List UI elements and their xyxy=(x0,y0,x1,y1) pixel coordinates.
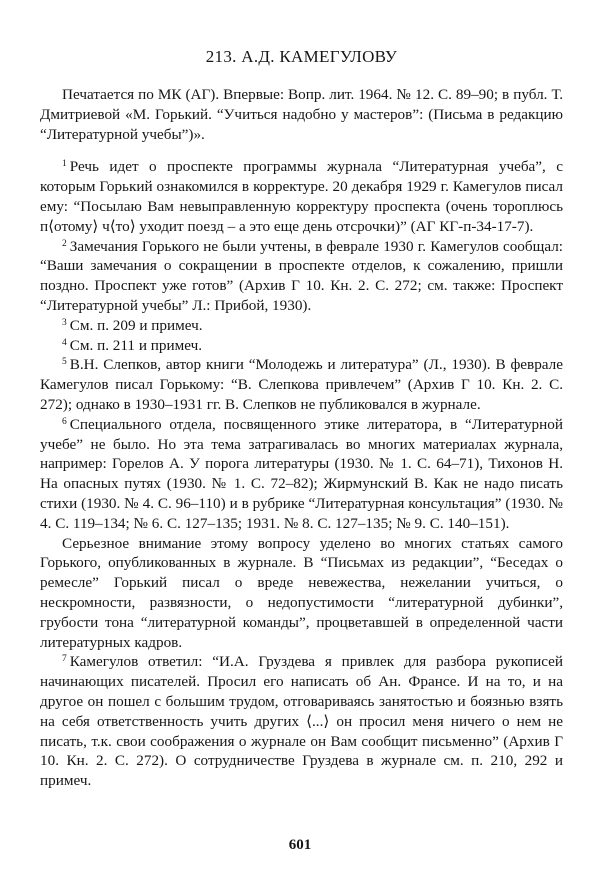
footnote-4 xyxy=(40,336,563,356)
page-number: 601 xyxy=(288,837,312,853)
footnote-7 xyxy=(40,652,563,791)
footnote-text: Специального отдела, посвященного этике литератора, в “Литературной учебе” не было. Но эта тема затрагивалась во многих материалах журнала, например: Горелов А. У порога литературы (1930. № 1. С. 64–71), Тихонов Н. На опасных путях (1930. № 1. С. 72–82); Жирмунский В. Как не надо писать стихи (1930. № 4. С. 96–110) и в рубрике “Литературная консультация” (1930. № 4. С. 119–134; № 6. С. 127–135; 1931. № 8. С. 127–135; № 9. С. 140–151). xyxy=(40,415,563,532)
footnote-number: 7 xyxy=(62,654,67,665)
footnote-6-continuation xyxy=(40,534,563,653)
footnote-text: Серьезное внимание этому вопросу уделено во многих статьях самого Горького, опубликованных в журнале. В “Письмах из редакции”, “Беседах о ремесле” Горький писал о вреде невежества, нежелании учиться, о нескромности, развязности, о недопустимости “литературной дубинки”, грубости тона “литературной команды”, процветавшей в определенной части литературных кадров. xyxy=(40,534,563,651)
footnote-text: Замечания Горького не были учтены, в феврале 1930 г. Камегулов сообщал: “Ваши замечания о сокращении в проспекте отделов, к сожалению, пришли поздно. Проспект уже готов” (Архив Г 10. Кн. 2. С. 272; см. также: Проспект “Литературной учебы” Л.: Прибой, 1930). xyxy=(40,237,563,314)
footnote-text: В.Н. Слепков, автор книги “Молодежь и литература” (Л., 1930). В феврале Камегулов писал Горькому: “В. Слепкова привлечем” (Архив Г 10. Кн. 2. С. 272); однако в 1930–1931 гг. В. Слепков не публиковался в журнале. xyxy=(40,356,563,413)
footnote-number: 3 xyxy=(62,317,67,328)
footnote-number: 6 xyxy=(62,416,67,427)
publication-note: Печатается по МК (АГ). Впервые: Вопр. лит. 1964. № 12. С. 89–90; в публ. Т. Дмитриевой «М. Горький. “Учиться надобно у мастеров”: (Письма в редакцию “Литературной учебы”)». xyxy=(40,86,563,143)
footnote-text: Речь идет о проспекте программы журнала “Литературная учеба”, с которым Горький ознакомился в корректуре. 20 декабря 1929 г. Камегулов писал ему: “Посылаю Вам невыправленную корректуру проспекта (очень тороплюсь п⟨отому⟩ ч⟨то⟩ уходит поезд – а это еще день отсрочки)” (АГ КГ-п-34-17-7). xyxy=(40,158,563,235)
footnote-text: См. п. 211 и примеч. xyxy=(69,336,203,354)
footnote-text: Камегулов ответил: “И.А. Груздева я привлек для разбора рукописей начинающих писателей. Просил его написать об Ан. Франсе. И на то, и на другое он пошел с большим трудом, отговариваясь занятостью и боязнью взять на себя ответственность учить других ⟨...⟩ он просил меня ничего о нем не писать, т.к. свои соображения о журнале он Вам сообщит письменно” (Архив Г 10. Кн. 2. С. 272). О сотрудничестве Груздева в журнале см. п. 210, 292 и примеч. xyxy=(40,653,563,790)
footnote-5 xyxy=(40,355,563,414)
footnote-text: См. п. 209 и примеч. xyxy=(69,316,203,334)
footnote-number: 4 xyxy=(62,337,67,348)
footnote-number: 1 xyxy=(62,159,67,170)
footnote-2 xyxy=(40,237,563,316)
footnote-6 xyxy=(40,415,563,534)
footnote-3 xyxy=(40,316,563,336)
page-body xyxy=(40,46,563,791)
footnote-1 xyxy=(40,157,563,236)
footnote-number: 5 xyxy=(62,357,67,368)
letter-title: 213. А.Д. КАМЕГУЛОВУ xyxy=(205,47,398,66)
footnote-number: 2 xyxy=(62,238,67,249)
